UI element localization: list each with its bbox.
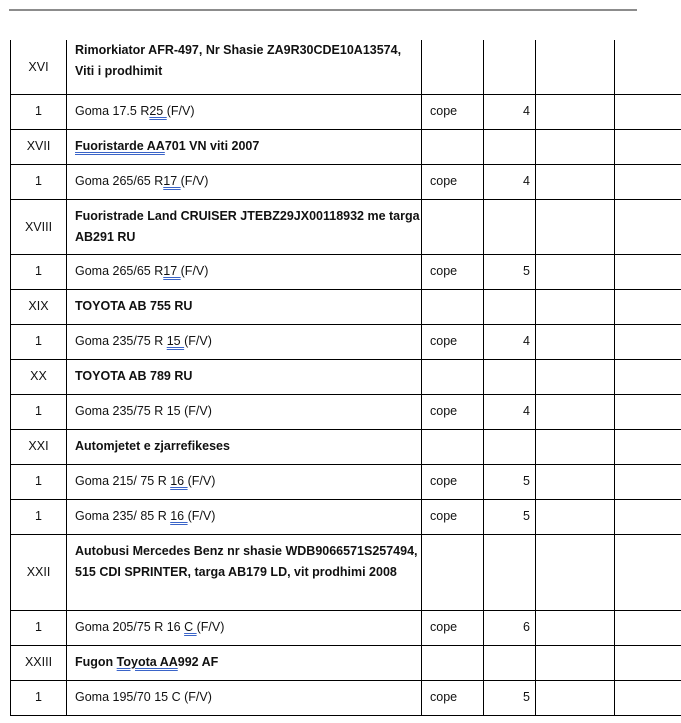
row-number-cell <box>11 325 67 360</box>
row-number-cell <box>11 40 67 95</box>
item-row <box>11 95 681 130</box>
vehicle-description <box>75 430 421 457</box>
row-number-cell <box>11 611 67 646</box>
row-number: XVIII <box>24 219 53 234</box>
row-number-cell <box>11 465 67 500</box>
quantity-cell <box>484 500 536 535</box>
row-number: XXIII <box>24 655 53 669</box>
unit-value: cope <box>430 264 458 278</box>
row-number-cell <box>11 430 67 465</box>
quantity-cell <box>484 535 536 611</box>
unit-cell <box>422 611 484 646</box>
quantity-value: 5 <box>523 509 530 523</box>
unit-cell <box>422 290 484 325</box>
unit-cell <box>422 130 484 165</box>
description-text: Goma 235/75 R <box>75 334 167 348</box>
description-text: Goma 265/65 R <box>75 264 164 278</box>
quantity-cell <box>484 360 536 395</box>
description-text: Autobusi Mercedes Benz nr shasie WDB9066571S257494, 515 CDI SPRINTER, targa AB179 LD, vit prodhimi 2008 <box>75 544 418 579</box>
total-price-cell <box>615 40 681 95</box>
quantity-cell <box>484 40 536 95</box>
row-number: 1 <box>35 509 42 523</box>
quantity-value: 4 <box>523 334 530 348</box>
description-cell <box>67 465 422 500</box>
unit-cell <box>422 255 484 290</box>
grammar-flagged-text: 16 <box>170 474 188 488</box>
unit-value: cope <box>430 620 458 634</box>
description-text: (F/V) <box>166 104 195 118</box>
unit-price-cell <box>536 465 615 500</box>
item-description <box>75 325 421 352</box>
description-cell <box>67 611 422 646</box>
quantity-value: 6 <box>523 620 530 634</box>
row-number-cell <box>11 165 67 200</box>
unit-cell <box>422 95 484 130</box>
unit-price-cell <box>536 535 615 611</box>
description-text: Goma 195/70 15 C (F/V) <box>75 690 212 704</box>
item-description <box>75 465 421 492</box>
total-price-cell <box>615 395 681 430</box>
unit-price-cell <box>536 395 615 430</box>
total-price-cell <box>615 465 681 500</box>
quantity-cell <box>484 290 536 325</box>
description-cell <box>67 500 422 535</box>
grammar-flagged-text: Fuoristarde AA <box>75 139 165 153</box>
vehicle-group-row <box>11 360 681 395</box>
row-number-cell <box>11 255 67 290</box>
vehicle-group-row <box>11 535 681 611</box>
total-price-cell <box>615 130 681 165</box>
total-price-cell <box>615 325 681 360</box>
quantity-cell <box>484 611 536 646</box>
description-cell <box>67 325 422 360</box>
unit-price-cell <box>536 130 615 165</box>
unit-cell <box>422 500 484 535</box>
total-price-cell <box>615 500 681 535</box>
item-description <box>75 395 421 422</box>
row-number: XVI <box>28 59 49 74</box>
description-cell <box>67 255 422 290</box>
description-cell <box>67 646 422 681</box>
unit-price-cell <box>536 646 615 681</box>
item-description <box>75 255 421 282</box>
description-text: (F/V) <box>187 509 216 523</box>
unit-price-cell <box>536 200 615 255</box>
grammar-flagged-text: 17 <box>163 174 181 188</box>
description-cell <box>67 95 422 130</box>
quantity-value: 5 <box>523 264 530 278</box>
row-number: XVII <box>26 139 51 153</box>
total-price-cell <box>615 681 681 716</box>
item-row <box>11 325 681 360</box>
row-number: 1 <box>35 404 42 418</box>
description-text: (F/V) <box>180 174 209 188</box>
description-text: 701 VN viti 2007 <box>164 139 260 153</box>
item-row <box>11 611 681 646</box>
vehicle-description <box>75 130 421 157</box>
quantity-value: 5 <box>523 690 530 704</box>
quantity-cell <box>484 395 536 430</box>
description-text: (F/V) <box>196 620 225 634</box>
unit-cell <box>422 465 484 500</box>
quantity-cell <box>484 130 536 165</box>
item-row <box>11 465 681 500</box>
vehicle-group-row <box>11 646 681 681</box>
unit-cell <box>422 430 484 465</box>
row-number-cell <box>11 395 67 430</box>
item-row <box>11 681 681 716</box>
row-number-cell <box>11 95 67 130</box>
quantity-value: 4 <box>523 174 530 188</box>
unit-price-cell <box>536 611 615 646</box>
unit-price-cell <box>536 95 615 130</box>
page-header-rule <box>9 9 637 11</box>
description-cell <box>67 535 422 611</box>
description-text: Fugon <box>75 655 117 669</box>
unit-value: cope <box>430 690 458 704</box>
total-price-cell <box>615 200 681 255</box>
description-text: TOYOTA AB 755 RU <box>75 299 193 313</box>
total-price-cell <box>615 290 681 325</box>
row-number-cell <box>11 500 67 535</box>
total-price-cell <box>615 255 681 290</box>
description-cell <box>67 395 422 430</box>
quantity-cell <box>484 681 536 716</box>
description-cell <box>67 165 422 200</box>
row-number-cell <box>11 681 67 716</box>
vehicle-description <box>75 40 421 82</box>
description-text: Goma 235/ 85 R <box>75 509 171 523</box>
unit-price-cell <box>536 255 615 290</box>
unit-cell <box>422 165 484 200</box>
vehicle-group-row <box>11 290 681 325</box>
description-cell <box>67 430 422 465</box>
item-row <box>11 395 681 430</box>
quantity-cell <box>484 430 536 465</box>
description-text: Automjetet e zjarrefikeses <box>75 439 230 453</box>
row-number-cell <box>11 130 67 165</box>
description-text: Goma 17.5 R <box>75 104 150 118</box>
row-number: XXI <box>28 439 49 453</box>
row-number-cell <box>11 360 67 395</box>
description-text: Rimorkiator AFR-497, Nr Shasie ZA9R30CDE10A13574, Viti i prodhimit <box>75 43 402 78</box>
unit-price-cell <box>536 40 615 95</box>
grammar-flagged-text: C <box>184 620 197 634</box>
quantity-cell <box>484 646 536 681</box>
unit-cell <box>422 40 484 95</box>
unit-price-cell <box>536 500 615 535</box>
grammar-flagged-text: Toyota AA <box>116 655 178 669</box>
unit-value: cope <box>430 404 458 418</box>
quantity-value: 4 <box>523 104 530 118</box>
unit-price-cell <box>536 325 615 360</box>
quantity-cell <box>484 200 536 255</box>
row-number: XIX <box>28 299 49 313</box>
description-text: Goma 265/65 R <box>75 174 164 188</box>
unit-cell <box>422 681 484 716</box>
row-number: XXII <box>26 565 51 579</box>
grammar-flagged-text: 15 <box>166 334 185 348</box>
total-price-cell <box>615 430 681 465</box>
unit-cell <box>422 360 484 395</box>
unit-value: cope <box>430 334 458 348</box>
unit-price-cell <box>536 165 615 200</box>
unit-price-cell <box>536 360 615 395</box>
item-description <box>75 165 421 192</box>
unit-cell <box>422 200 484 255</box>
vehicle-group-row <box>11 40 681 95</box>
unit-price-cell <box>536 681 615 716</box>
description-text: 992 AF <box>177 655 219 669</box>
row-number-cell <box>11 290 67 325</box>
grammar-flagged-text: 16 <box>170 509 188 523</box>
unit-price-cell <box>536 290 615 325</box>
quantity-cell <box>484 325 536 360</box>
quantity-cell <box>484 95 536 130</box>
total-price-cell <box>615 611 681 646</box>
item-description <box>75 95 421 122</box>
description-cell <box>67 200 422 255</box>
row-number: XX <box>30 369 47 383</box>
grammar-flagged-text: 17 <box>163 264 181 278</box>
vehicle-group-row <box>11 130 681 165</box>
description-text: (F/V) <box>184 334 212 348</box>
quantity-value: 5 <box>523 474 530 488</box>
description-text: (F/V) <box>187 474 216 488</box>
row-number-cell <box>11 535 67 611</box>
unit-value: cope <box>430 174 458 188</box>
total-price-cell <box>615 535 681 611</box>
description-text: Goma 215/ 75 R <box>75 474 171 488</box>
unit-cell <box>422 646 484 681</box>
description-cell <box>67 40 422 95</box>
vehicle-group-row <box>11 200 681 255</box>
row-number: 1 <box>35 690 42 704</box>
vehicle-description <box>75 200 421 248</box>
row-number: 1 <box>35 620 42 634</box>
row-number-cell <box>11 646 67 681</box>
total-price-cell <box>615 646 681 681</box>
quantity-cell <box>484 255 536 290</box>
unit-value: cope <box>430 474 458 488</box>
item-description <box>75 611 421 638</box>
vehicle-description <box>75 290 421 317</box>
row-number: 1 <box>35 174 42 188</box>
unit-value: cope <box>430 509 458 523</box>
total-price-cell <box>615 95 681 130</box>
tire-inventory-table <box>10 40 681 716</box>
quantity-value: 4 <box>523 404 530 418</box>
description-text: TOYOTA AB 789 RU <box>75 369 193 383</box>
description-cell <box>67 681 422 716</box>
description-cell <box>67 360 422 395</box>
grammar-flagged-text: 25 <box>149 104 167 118</box>
total-price-cell <box>615 165 681 200</box>
vehicle-description <box>75 360 421 387</box>
row-number: 1 <box>35 334 42 348</box>
unit-value: cope <box>430 104 458 118</box>
description-cell <box>67 290 422 325</box>
description-text: (F/V) <box>180 264 209 278</box>
row-number: 1 <box>35 264 42 278</box>
item-row <box>11 165 681 200</box>
vehicle-description <box>75 535 421 583</box>
row-number: 1 <box>35 104 42 118</box>
vehicle-description <box>75 646 421 673</box>
description-text: Fuoristrade Land CRUISER JTEBZ29JX00118932 me targa AB291 RU <box>75 209 420 244</box>
table-body <box>11 40 681 716</box>
description-cell <box>67 130 422 165</box>
item-row <box>11 500 681 535</box>
unit-cell <box>422 325 484 360</box>
item-description <box>75 500 421 527</box>
unit-price-cell <box>536 430 615 465</box>
quantity-cell <box>484 465 536 500</box>
row-number: 1 <box>35 474 42 488</box>
vehicle-group-row <box>11 430 681 465</box>
item-row <box>11 255 681 290</box>
item-description <box>75 681 421 708</box>
quantity-cell <box>484 165 536 200</box>
description-text: Goma 235/75 R 15 (F/V) <box>75 404 212 418</box>
row-number-cell <box>11 200 67 255</box>
description-text: Goma 205/75 R 16 <box>75 620 185 634</box>
unit-cell <box>422 395 484 430</box>
unit-cell <box>422 535 484 611</box>
total-price-cell <box>615 360 681 395</box>
